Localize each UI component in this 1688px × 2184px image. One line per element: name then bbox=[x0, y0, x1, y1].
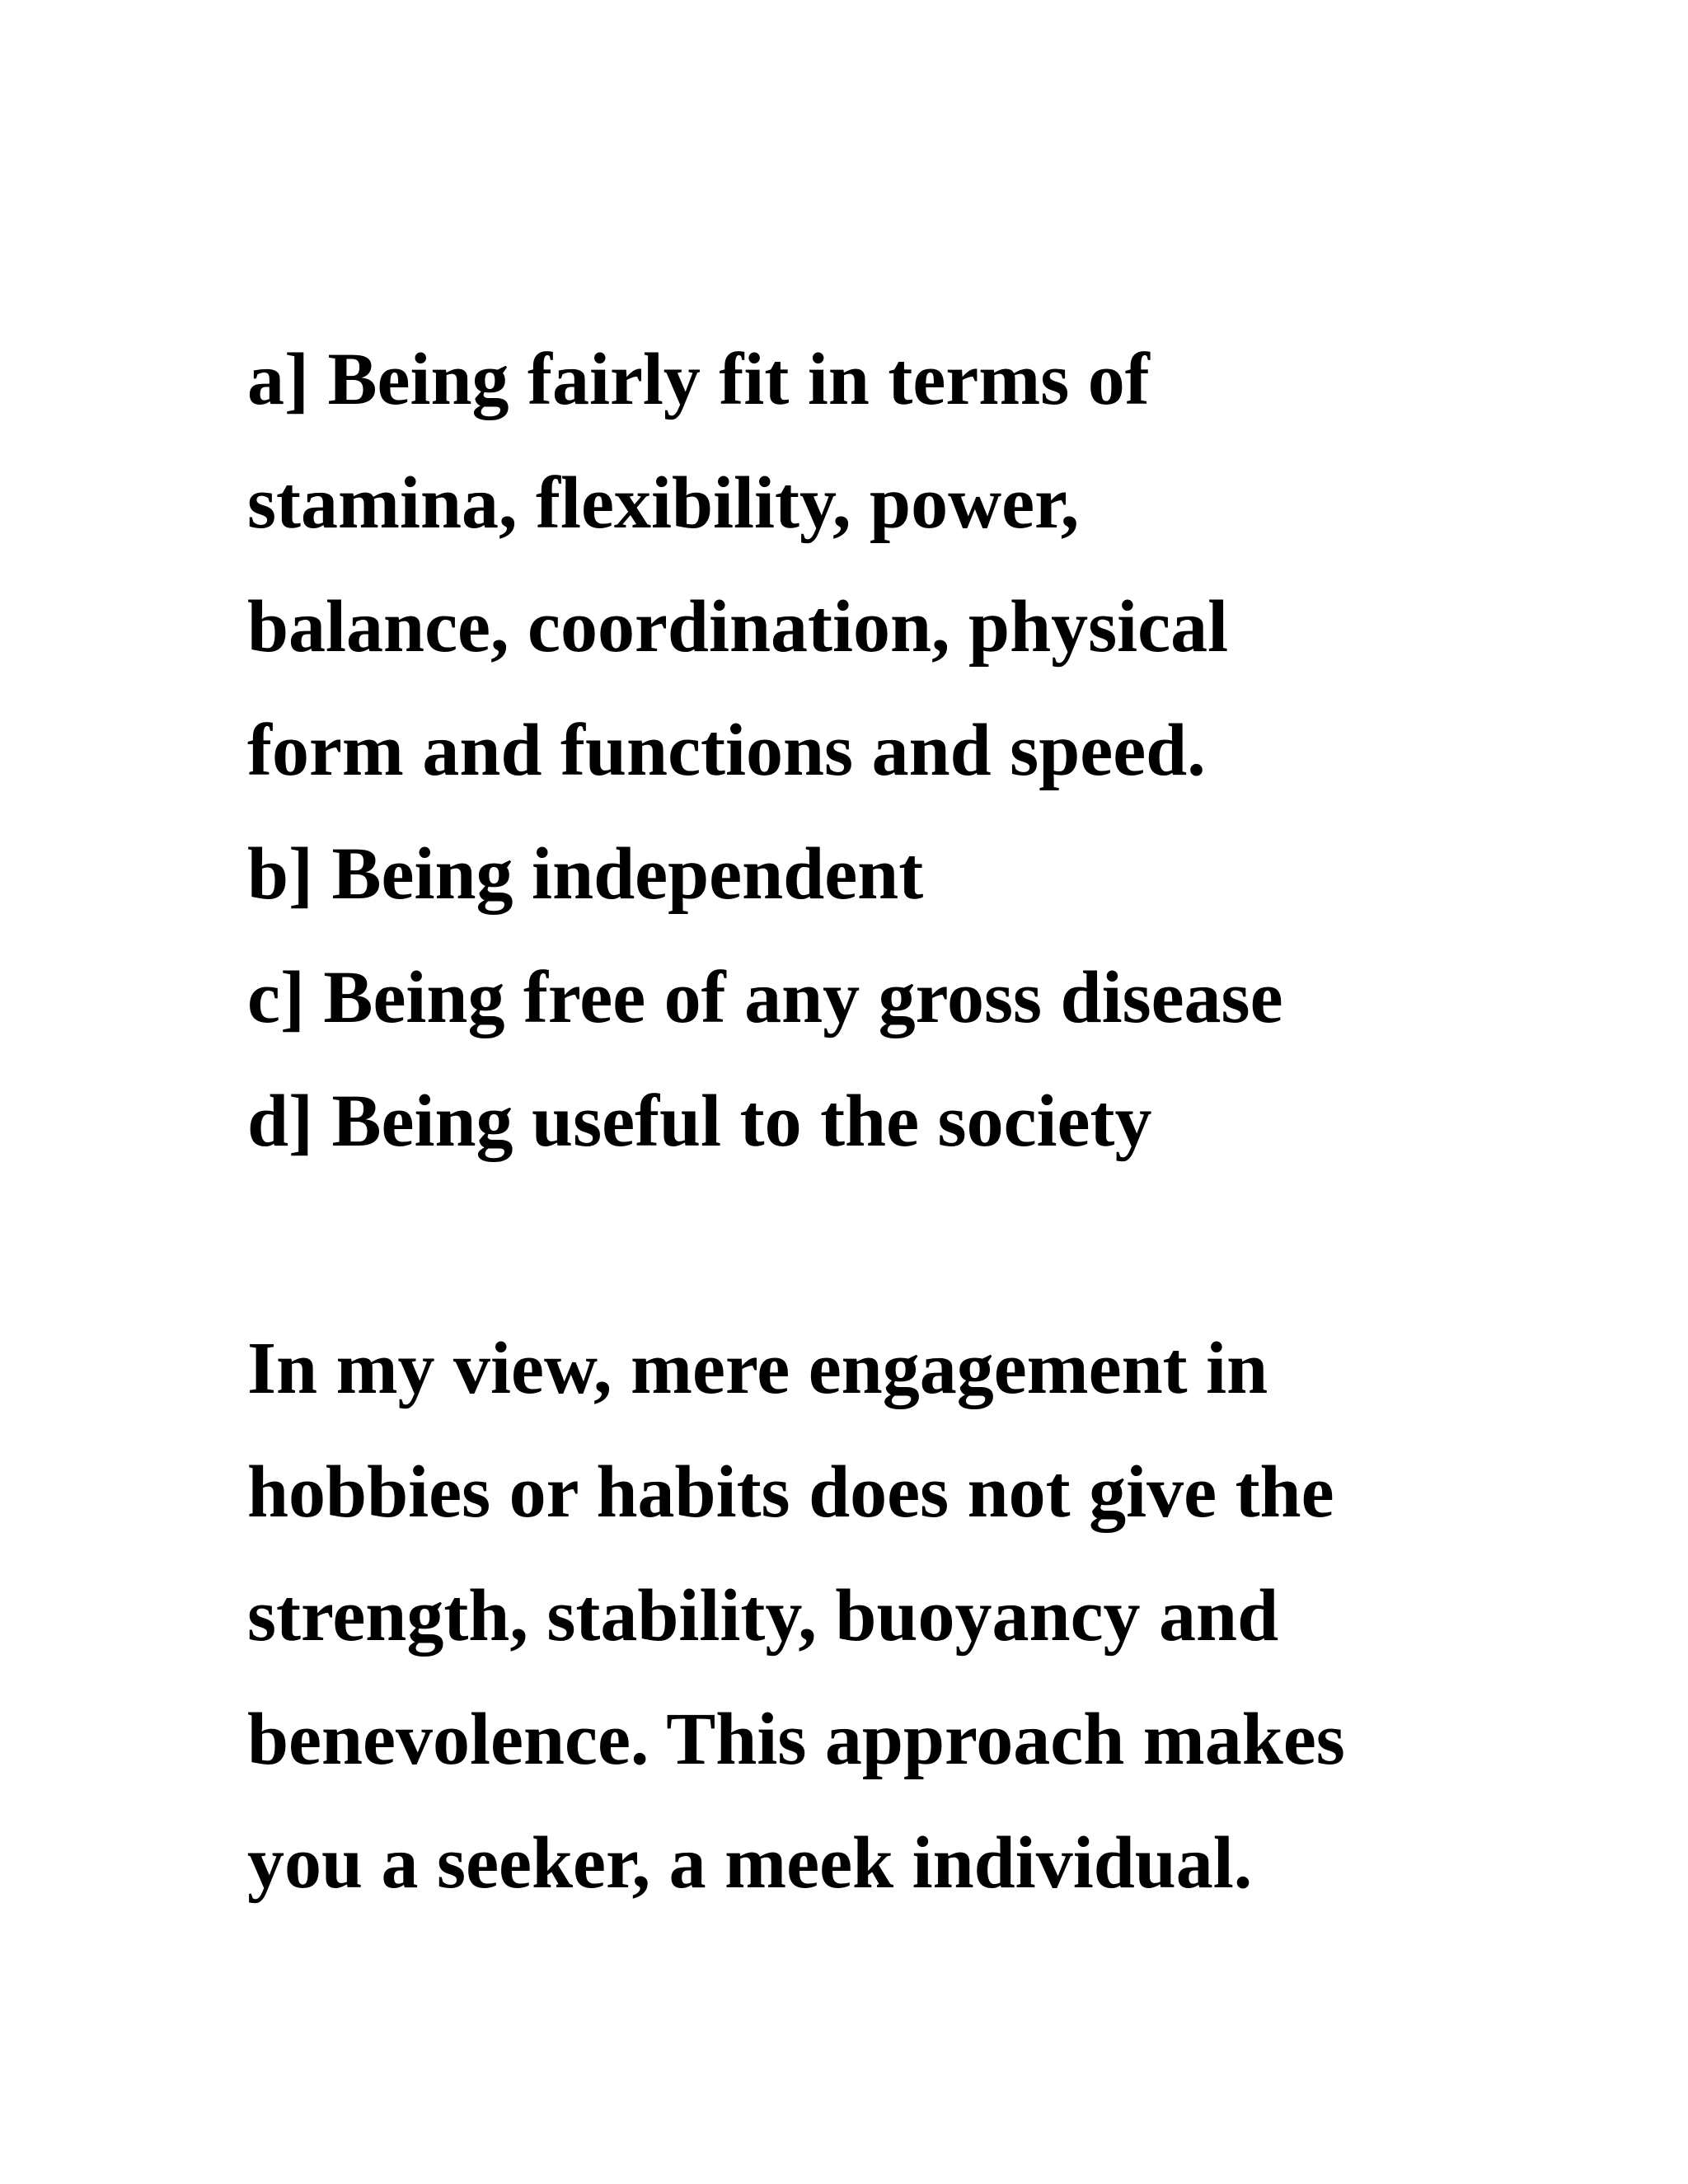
list-item-a-line-2: stamina, flexibility, power, bbox=[247, 462, 1080, 544]
paragraph-line-1: In my view, mere engagement in bbox=[247, 1328, 1268, 1409]
paragraph-line-2: hobbies or habits does not give the bbox=[247, 1451, 1334, 1533]
document-text bbox=[247, 318, 1607, 1925]
paragraph-line-4: benevolence. This approach makes bbox=[247, 1699, 1345, 1780]
list-item-a-line-3: balance, coordination, physical bbox=[247, 586, 1229, 668]
list-item-d: d] Being useful to the society bbox=[247, 1080, 1152, 1162]
list-item-b: b] Being independent bbox=[247, 833, 924, 915]
list-item-c: c] Being free of any gross disease bbox=[247, 957, 1283, 1038]
paragraph-line-3: strength, stability, buoyancy and bbox=[247, 1575, 1279, 1657]
list-item-a-line-1: a] Being fairly fit in terms of bbox=[247, 339, 1150, 420]
paragraph-gap bbox=[247, 1183, 1607, 1307]
list-item-a-line-4: form and functions and speed. bbox=[247, 710, 1206, 791]
paragraph-line-5: you a seeker, a meek individual. bbox=[247, 1822, 1253, 1904]
